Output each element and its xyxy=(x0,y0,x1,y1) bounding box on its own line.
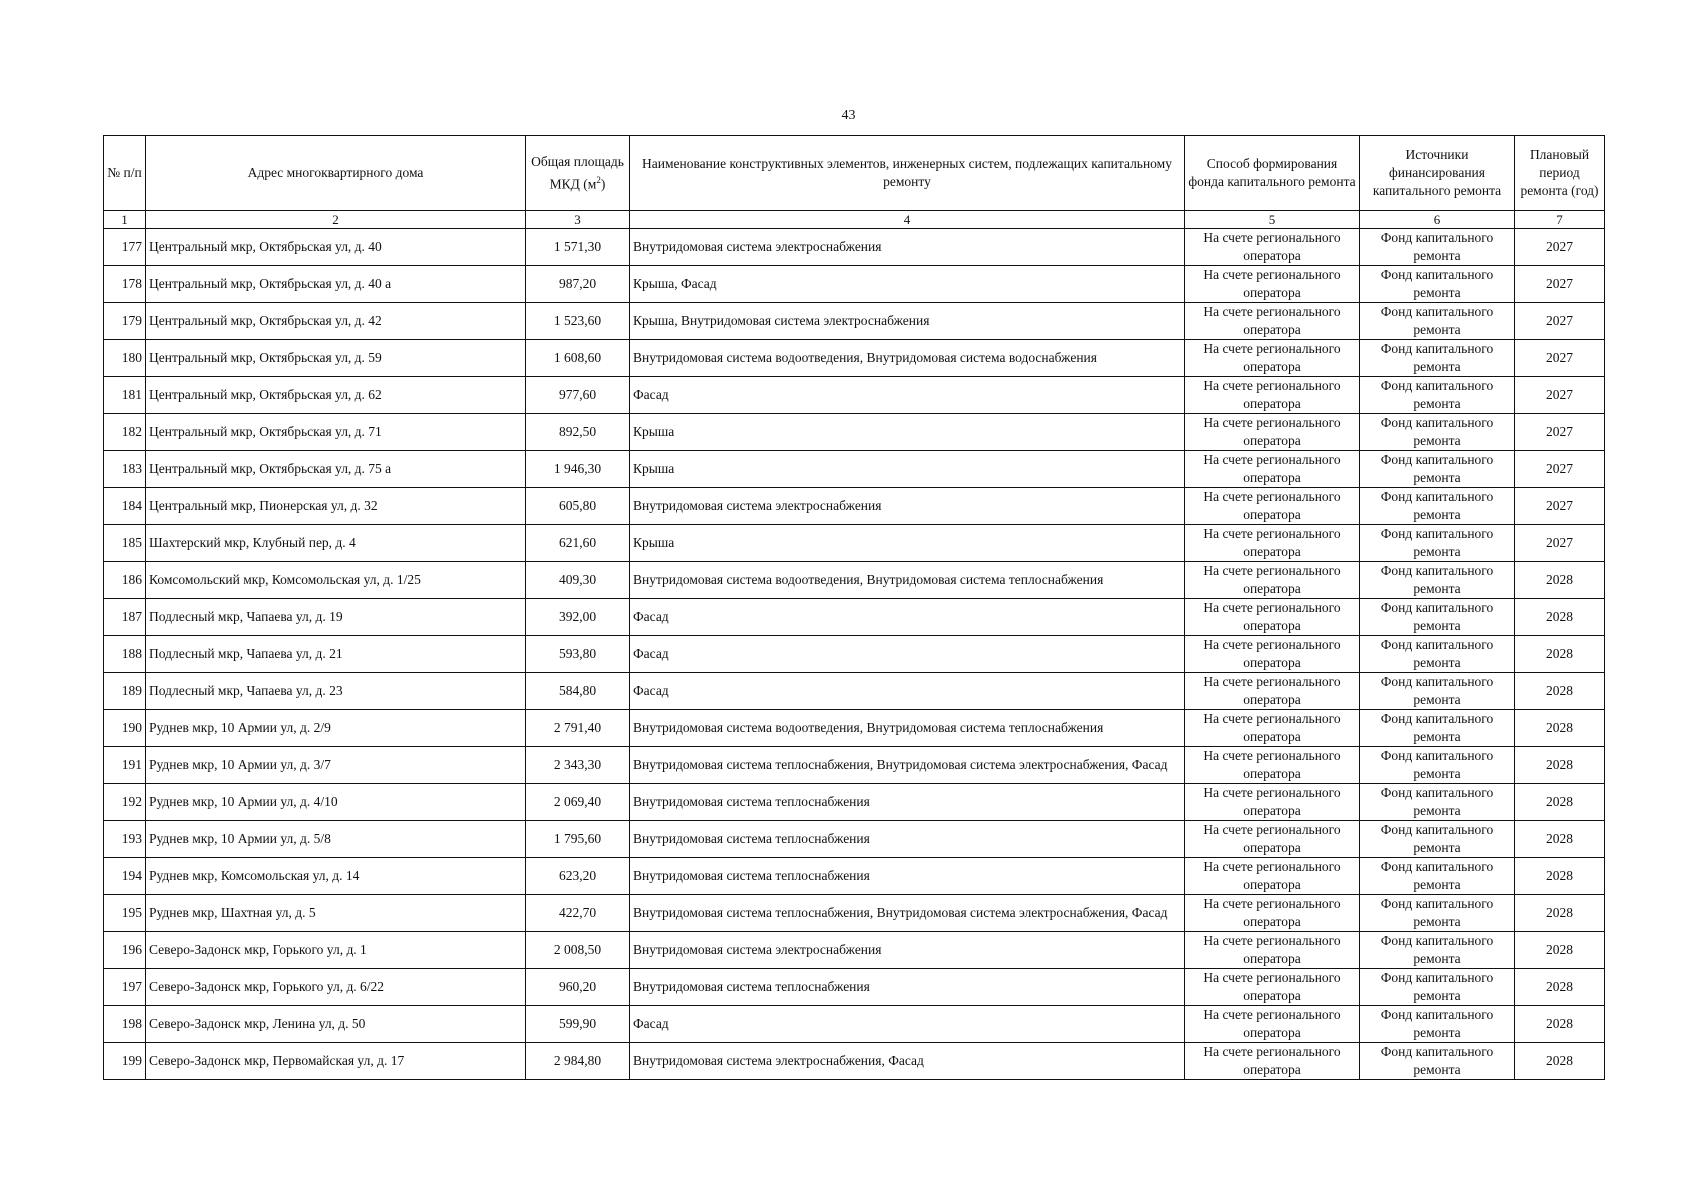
table-row xyxy=(104,451,1605,488)
table-row xyxy=(104,673,1605,710)
row-year: 2028 xyxy=(1515,599,1605,636)
row-funding-method: На счете регионального оператора xyxy=(1185,303,1360,340)
row-funding-source: Фонд капитального ремонта xyxy=(1360,1043,1515,1080)
table-row xyxy=(104,1043,1605,1080)
row-funding-method: На счете регионального оператора xyxy=(1185,229,1360,266)
table-body xyxy=(104,229,1605,1080)
row-funding-method: На счете регионального оператора xyxy=(1185,673,1360,710)
row-year: 2028 xyxy=(1515,1006,1605,1043)
row-area: 987,20 xyxy=(526,266,630,303)
column-number: 2 xyxy=(146,211,526,229)
row-funding-method: На счете регионального оператора xyxy=(1185,451,1360,488)
row-funding-method: На счете регионального оператора xyxy=(1185,488,1360,525)
row-elements: Крыша, Фасад xyxy=(630,266,1185,303)
row-address: Северо-Задонск мкр, Ленина ул, д. 50 xyxy=(146,1006,526,1043)
row-number: 190 xyxy=(104,710,146,747)
table-row xyxy=(104,414,1605,451)
header-method: Способ формирования фонда капитального ремонта xyxy=(1185,136,1360,211)
header-area-sup: 2 xyxy=(596,174,601,185)
row-number: 191 xyxy=(104,747,146,784)
row-area: 605,80 xyxy=(526,488,630,525)
row-funding-method: На счете регионального оператора xyxy=(1185,895,1360,932)
row-number: 193 xyxy=(104,821,146,858)
row-year: 2027 xyxy=(1515,414,1605,451)
row-number: 195 xyxy=(104,895,146,932)
row-year: 2028 xyxy=(1515,562,1605,599)
row-address: Руднев мкр, 10 Армии ул, д. 3/7 xyxy=(146,747,526,784)
row-funding-method: На счете регионального оператора xyxy=(1185,525,1360,562)
row-area: 621,60 xyxy=(526,525,630,562)
row-address: Руднев мкр, 10 Армии ул, д. 5/8 xyxy=(146,821,526,858)
row-number: 179 xyxy=(104,303,146,340)
header-elements: Наименование конструктивных элементов, инженерных систем, подлежащих капитальному ремонту xyxy=(630,136,1185,211)
row-area: 1 523,60 xyxy=(526,303,630,340)
row-number: 192 xyxy=(104,784,146,821)
row-year: 2028 xyxy=(1515,710,1605,747)
row-funding-method: На счете регионального оператора xyxy=(1185,266,1360,303)
row-funding-source: Фонд капитального ремонта xyxy=(1360,821,1515,858)
row-number: 185 xyxy=(104,525,146,562)
row-funding-method: На счете регионального оператора xyxy=(1185,969,1360,1006)
row-funding-source: Фонд капитального ремонта xyxy=(1360,784,1515,821)
row-funding-source: Фонд капитального ремонта xyxy=(1360,969,1515,1006)
row-area: 892,50 xyxy=(526,414,630,451)
row-year: 2027 xyxy=(1515,229,1605,266)
row-elements: Внутридомовая система водоотведения, Внутридомовая система водоснабжения xyxy=(630,340,1185,377)
row-funding-method: На счете регионального оператора xyxy=(1185,414,1360,451)
row-number: 196 xyxy=(104,932,146,969)
table-row xyxy=(104,969,1605,1006)
row-area: 593,80 xyxy=(526,636,630,673)
row-address: Руднев мкр, Комсомольская ул, д. 14 xyxy=(146,858,526,895)
row-funding-method: На счете регионального оператора xyxy=(1185,1043,1360,1080)
repair-plan-table xyxy=(103,135,1605,1080)
row-address: Комсомольский мкр, Комсомольская ул, д. 1/25 xyxy=(146,562,526,599)
row-funding-method: На счете регионального оператора xyxy=(1185,599,1360,636)
table-row xyxy=(104,229,1605,266)
row-year: 2028 xyxy=(1515,858,1605,895)
row-number: 189 xyxy=(104,673,146,710)
row-address: Подлесный мкр, Чапаева ул, д. 23 xyxy=(146,673,526,710)
row-area: 977,60 xyxy=(526,377,630,414)
row-funding-source: Фонд капитального ремонта xyxy=(1360,932,1515,969)
row-number: 181 xyxy=(104,377,146,414)
row-funding-source: Фонд капитального ремонта xyxy=(1360,562,1515,599)
header-area-close: ) xyxy=(600,176,606,192)
row-address: Северо-Задонск мкр, Горького ул, д. 6/22 xyxy=(146,969,526,1006)
row-funding-source: Фонд капитального ремонта xyxy=(1360,303,1515,340)
row-year: 2028 xyxy=(1515,784,1605,821)
row-area: 960,20 xyxy=(526,969,630,1006)
row-address: Центральный мкр, Октябрьская ул, д. 62 xyxy=(146,377,526,414)
row-funding-method: На счете регионального оператора xyxy=(1185,858,1360,895)
row-number: 180 xyxy=(104,340,146,377)
table-row xyxy=(104,525,1605,562)
row-elements: Внутридомовая система теплоснабжения xyxy=(630,784,1185,821)
row-address: Шахтерский мкр, Клубный пер, д. 4 xyxy=(146,525,526,562)
row-funding-source: Фонд капитального ремонта xyxy=(1360,636,1515,673)
column-number: 6 xyxy=(1360,211,1515,229)
table-row xyxy=(104,858,1605,895)
row-elements: Внутридомовая система электроснабжения, Фасад xyxy=(630,1043,1185,1080)
table-row xyxy=(104,710,1605,747)
row-year: 2028 xyxy=(1515,747,1605,784)
row-funding-source: Фонд капитального ремонта xyxy=(1360,525,1515,562)
row-elements: Крыша, Внутридомовая система электроснабжения xyxy=(630,303,1185,340)
row-elements: Внутридомовая система водоотведения, Внутридомовая система теплоснабжения xyxy=(630,710,1185,747)
row-funding-source: Фонд капитального ремонта xyxy=(1360,858,1515,895)
row-funding-source: Фонд капитального ремонта xyxy=(1360,340,1515,377)
row-number: 178 xyxy=(104,266,146,303)
row-elements: Внутридомовая система электроснабжения xyxy=(630,229,1185,266)
column-number: 5 xyxy=(1185,211,1360,229)
row-address: Руднев мкр, Шахтная ул, д. 5 xyxy=(146,895,526,932)
row-funding-method: На счете регионального оператора xyxy=(1185,784,1360,821)
row-number: 186 xyxy=(104,562,146,599)
row-year: 2027 xyxy=(1515,266,1605,303)
row-number: 187 xyxy=(104,599,146,636)
row-funding-source: Фонд капитального ремонта xyxy=(1360,895,1515,932)
row-address: Руднев мкр, 10 Армии ул, д. 2/9 xyxy=(146,710,526,747)
column-number-row xyxy=(104,211,1605,229)
row-funding-source: Фонд капитального ремонта xyxy=(1360,673,1515,710)
row-address: Центральный мкр, Октябрьская ул, д. 42 xyxy=(146,303,526,340)
header-area xyxy=(526,136,630,211)
row-address: Центральный мкр, Пионерская ул, д. 32 xyxy=(146,488,526,525)
table-row xyxy=(104,303,1605,340)
row-area: 392,00 xyxy=(526,599,630,636)
row-number: 183 xyxy=(104,451,146,488)
table-row xyxy=(104,747,1605,784)
row-year: 2027 xyxy=(1515,525,1605,562)
row-elements: Внутридомовая система водоотведения, Внутридомовая система теплоснабжения xyxy=(630,562,1185,599)
row-year: 2028 xyxy=(1515,821,1605,858)
row-address: Центральный мкр, Октябрьская ул, д. 75 а xyxy=(146,451,526,488)
row-elements: Внутридомовая система теплоснабжения xyxy=(630,821,1185,858)
row-address: Подлесный мкр, Чапаева ул, д. 19 xyxy=(146,599,526,636)
row-area: 2 343,30 xyxy=(526,747,630,784)
row-address: Центральный мкр, Октябрьская ул, д. 40 xyxy=(146,229,526,266)
row-funding-source: Фонд капитального ремонта xyxy=(1360,266,1515,303)
row-funding-method: На счете регионального оператора xyxy=(1185,377,1360,414)
row-funding-method: На счете регионального оператора xyxy=(1185,1006,1360,1043)
column-number: 1 xyxy=(104,211,146,229)
row-year: 2028 xyxy=(1515,932,1605,969)
row-elements: Внутридомовая система электроснабжения xyxy=(630,488,1185,525)
row-number: 182 xyxy=(104,414,146,451)
row-elements: Фасад xyxy=(630,636,1185,673)
table-row xyxy=(104,599,1605,636)
row-year: 2027 xyxy=(1515,377,1605,414)
row-number: 194 xyxy=(104,858,146,895)
row-funding-source: Фонд капитального ремонта xyxy=(1360,599,1515,636)
header-num: № п/п xyxy=(104,136,146,211)
row-area: 599,90 xyxy=(526,1006,630,1043)
row-elements: Внутридомовая система теплоснабжения xyxy=(630,858,1185,895)
table-row xyxy=(104,932,1605,969)
row-address: Подлесный мкр, Чапаева ул, д. 21 xyxy=(146,636,526,673)
row-funding-source: Фонд капитального ремонта xyxy=(1360,229,1515,266)
row-year: 2027 xyxy=(1515,451,1605,488)
row-area: 584,80 xyxy=(526,673,630,710)
row-number: 199 xyxy=(104,1043,146,1080)
row-elements: Внутридомовая система теплоснабжения, Внутридомовая система электроснабжения, Фасад xyxy=(630,747,1185,784)
page-number: 43 xyxy=(841,108,856,123)
row-funding-source: Фонд капитального ремонта xyxy=(1360,488,1515,525)
row-number: 184 xyxy=(104,488,146,525)
row-funding-source: Фонд капитального ремонта xyxy=(1360,710,1515,747)
row-year: 2027 xyxy=(1515,340,1605,377)
row-funding-method: На счете регионального оператора xyxy=(1185,821,1360,858)
row-funding-source: Фонд капитального ремонта xyxy=(1360,1006,1515,1043)
row-address: Центральный мкр, Октябрьская ул, д. 40 а xyxy=(146,266,526,303)
header-period: Плановый период ремонта (год) xyxy=(1515,136,1605,211)
row-number: 177 xyxy=(104,229,146,266)
row-area: 1 795,60 xyxy=(526,821,630,858)
row-address: Центральный мкр, Октябрьская ул, д. 59 xyxy=(146,340,526,377)
row-elements: Фасад xyxy=(630,377,1185,414)
row-area: 409,30 xyxy=(526,562,630,599)
row-elements: Фасад xyxy=(630,599,1185,636)
table-row xyxy=(104,377,1605,414)
row-funding-method: На счете регионального оператора xyxy=(1185,932,1360,969)
table-row xyxy=(104,1006,1605,1043)
row-funding-method: На счете регионального оператора xyxy=(1185,710,1360,747)
row-area: 1 571,30 xyxy=(526,229,630,266)
table-row xyxy=(104,636,1605,673)
row-elements: Фасад xyxy=(630,1006,1185,1043)
row-elements: Крыша xyxy=(630,525,1185,562)
table-row xyxy=(104,266,1605,303)
row-funding-source: Фонд капитального ремонта xyxy=(1360,414,1515,451)
row-address: Северо-Задонск мкр, Горького ул, д. 1 xyxy=(146,932,526,969)
row-year: 2028 xyxy=(1515,1043,1605,1080)
row-year: 2028 xyxy=(1515,895,1605,932)
row-year: 2028 xyxy=(1515,673,1605,710)
column-number: 7 xyxy=(1515,211,1605,229)
row-year: 2028 xyxy=(1515,636,1605,673)
row-elements: Внутридомовая система теплоснабжения xyxy=(630,969,1185,1006)
header-source: Источники финансирования капитального ремонта xyxy=(1360,136,1515,211)
row-area: 2 791,40 xyxy=(526,710,630,747)
row-elements: Внутридомовая система электроснабжения xyxy=(630,932,1185,969)
row-elements: Крыша xyxy=(630,414,1185,451)
row-year: 2027 xyxy=(1515,488,1605,525)
column-number: 4 xyxy=(630,211,1185,229)
row-elements: Внутридомовая система теплоснабжения, Внутридомовая система электроснабжения, Фасад xyxy=(630,895,1185,932)
row-area: 2 984,80 xyxy=(526,1043,630,1080)
row-funding-method: На счете регионального оператора xyxy=(1185,636,1360,673)
row-funding-method: На счете регионального оператора xyxy=(1185,747,1360,784)
table-row xyxy=(104,340,1605,377)
row-elements: Фасад xyxy=(630,673,1185,710)
column-number: 3 xyxy=(526,211,630,229)
row-area: 623,20 xyxy=(526,858,630,895)
row-number: 198 xyxy=(104,1006,146,1043)
header-row xyxy=(104,136,1605,211)
row-area: 422,70 xyxy=(526,895,630,932)
row-area: 1 946,30 xyxy=(526,451,630,488)
table-row xyxy=(104,821,1605,858)
row-number: 188 xyxy=(104,636,146,673)
row-year: 2027 xyxy=(1515,303,1605,340)
row-elements: Крыша xyxy=(630,451,1185,488)
row-area: 2 069,40 xyxy=(526,784,630,821)
row-funding-source: Фонд капитального ремонта xyxy=(1360,377,1515,414)
table-row xyxy=(104,562,1605,599)
table-row xyxy=(104,784,1605,821)
row-address: Центральный мкр, Октябрьская ул, д. 71 xyxy=(146,414,526,451)
header-area-text: Общая площадь МКД (м xyxy=(531,153,624,192)
row-address: Руднев мкр, 10 Армии ул, д. 4/10 xyxy=(146,784,526,821)
row-address: Северо-Задонск мкр, Первомайская ул, д. 17 xyxy=(146,1043,526,1080)
row-year: 2028 xyxy=(1515,969,1605,1006)
row-funding-source: Фонд капитального ремонта xyxy=(1360,451,1515,488)
header-address: Адрес многоквартирного дома xyxy=(146,136,526,211)
row-area: 1 608,60 xyxy=(526,340,630,377)
table-row xyxy=(104,488,1605,525)
table-row xyxy=(104,895,1605,932)
row-funding-source: Фонд капитального ремонта xyxy=(1360,747,1515,784)
row-area: 2 008,50 xyxy=(526,932,630,969)
row-funding-method: На счете регионального оператора xyxy=(1185,340,1360,377)
row-number: 197 xyxy=(104,969,146,1006)
row-funding-method: На счете регионального оператора xyxy=(1185,562,1360,599)
